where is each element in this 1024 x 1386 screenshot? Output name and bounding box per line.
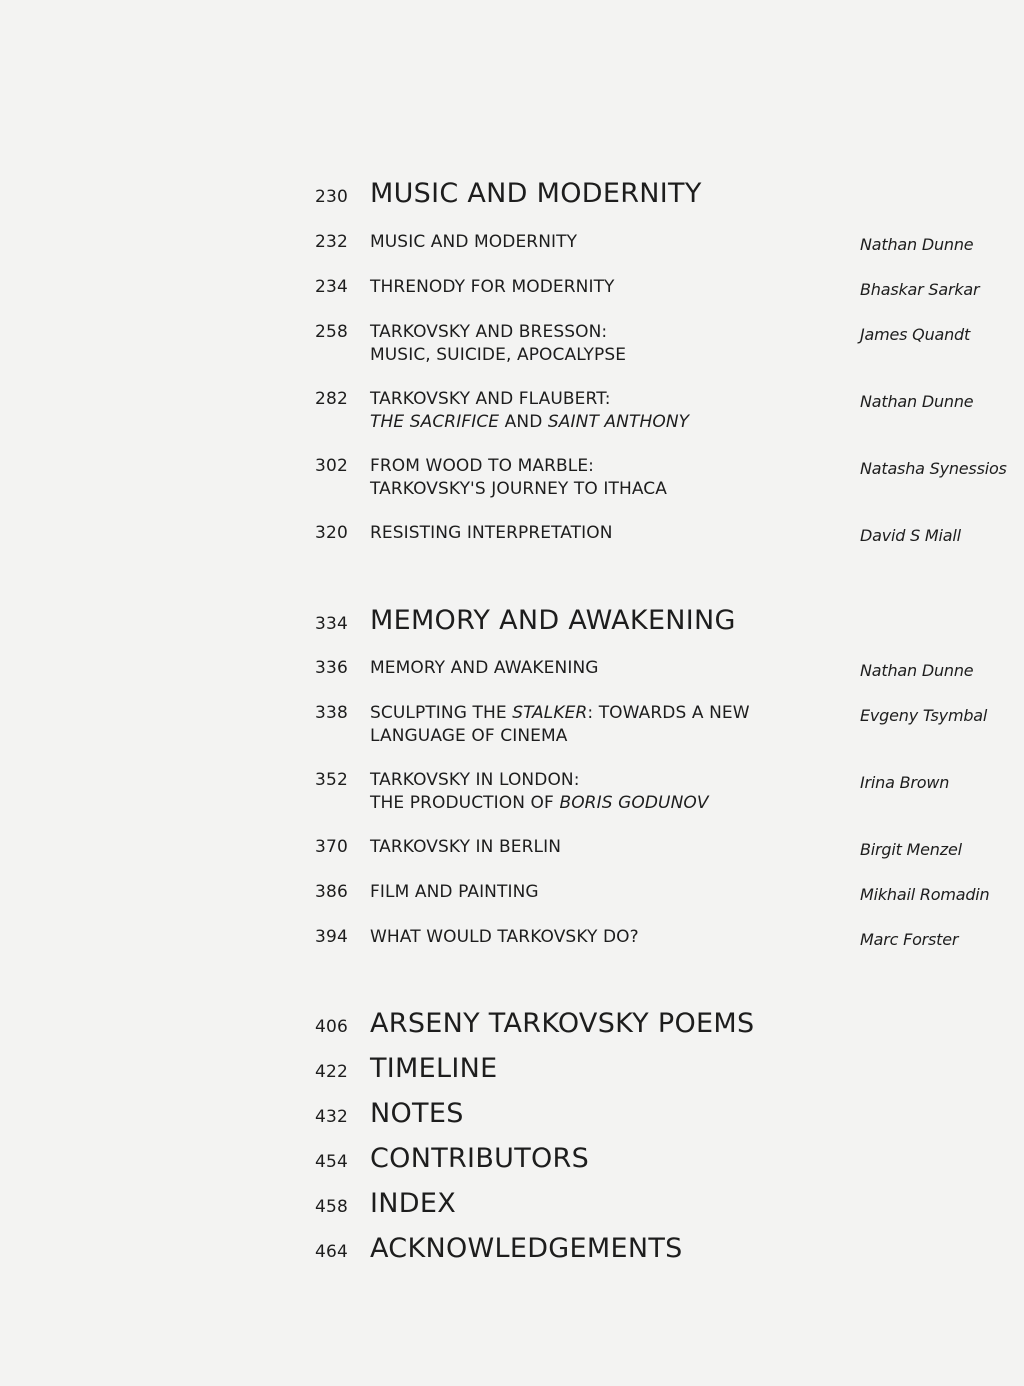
entry-title: RESISTING INTERPRETATION — [370, 523, 613, 543]
entry-author: David S Miall — [860, 526, 961, 545]
back-matter-title: TIMELINE — [370, 1053, 498, 1084]
section-page-number: 334 — [315, 614, 349, 634]
back-matter-title: CONTRIBUTORS — [370, 1143, 590, 1174]
entry-author: Natasha Synessios — [860, 459, 1007, 478]
entry-page-number: 386 — [315, 882, 349, 902]
entry-author: Bhaskar Sarkar — [860, 280, 980, 299]
back-matter-title: INDEX — [370, 1188, 457, 1219]
entry-title: MUSIC AND MODERNITY — [370, 232, 578, 252]
entry-author: Nathan Dunne — [860, 392, 974, 411]
back-matter-title: ACKNOWLEDGEMENTS — [370, 1233, 683, 1264]
back-matter-page-number: 458 — [315, 1197, 349, 1217]
back-matter-page-number: 432 — [315, 1107, 349, 1127]
entry-author: Irina Brown — [860, 773, 950, 792]
entry-author: Evgeny Tsymbal — [860, 706, 988, 725]
back-matter-title: NOTES — [370, 1098, 464, 1129]
entry-title: TARKOVSKY AND FLAUBERT: THE SACRIFICE AND SAINT ANTHONY — [370, 389, 690, 432]
entry-page-number: 338 — [315, 703, 349, 723]
entry-author: Mikhail Romadin — [860, 885, 990, 904]
entry-page-number: 352 — [315, 770, 349, 790]
back-matter-page-number: 406 — [315, 1017, 349, 1037]
entry-title: FILM AND PAINTING — [370, 882, 539, 902]
section-title: MUSIC AND MODERNITY — [370, 178, 702, 209]
entry-page-number: 302 — [315, 456, 349, 476]
entry-page-number: 282 — [315, 389, 349, 409]
entry-title: MEMORY AND AWAKENING — [370, 658, 599, 678]
entry-author: Nathan Dunne — [860, 235, 974, 254]
back-matter-page-number: 464 — [315, 1242, 349, 1262]
entry-title: TARKOVSKY AND BRESSON: MUSIC, SUICIDE, APOCALYPSE — [370, 322, 627, 365]
section-page-number: 230 — [315, 187, 349, 207]
entry-page-number: 336 — [315, 658, 349, 678]
entry-author: Marc Forster — [860, 930, 959, 949]
back-matter-page-number: 422 — [315, 1062, 349, 1082]
entry-page-number: 320 — [315, 523, 349, 543]
entry-title: THRENODY FOR MODERNITY — [370, 277, 615, 297]
entry-page-number: 234 — [315, 277, 349, 297]
entry-author: Nathan Dunne — [860, 661, 974, 680]
entry-page-number: 258 — [315, 322, 349, 342]
back-matter-title: ARSENY TARKOVSKY POEMS — [370, 1008, 755, 1039]
entry-page-number: 232 — [315, 232, 349, 252]
back-matter-page-number: 454 — [315, 1152, 349, 1172]
entry-title: FROM WOOD TO MARBLE: TARKOVSKY'S JOURNEY TO ITHACA — [370, 456, 667, 499]
entry-title: WHAT WOULD TARKOVSKY DO? — [370, 927, 639, 947]
entry-title: TARKOVSKY IN BERLIN — [370, 837, 562, 857]
entry-page-number: 394 — [315, 927, 349, 947]
section-title: MEMORY AND AWAKENING — [370, 605, 736, 636]
entry-author: James Quandt — [860, 325, 971, 344]
entry-title: TARKOVSKY IN LONDON: THE PRODUCTION OF BORIS GODUNOV — [370, 770, 709, 813]
entry-page-number: 370 — [315, 837, 349, 857]
entry-title: SCULPTING THE STALKER: TOWARDS A NEW LANGUAGE OF CINEMA — [370, 703, 750, 746]
entry-author: Birgit Menzel — [860, 840, 962, 859]
